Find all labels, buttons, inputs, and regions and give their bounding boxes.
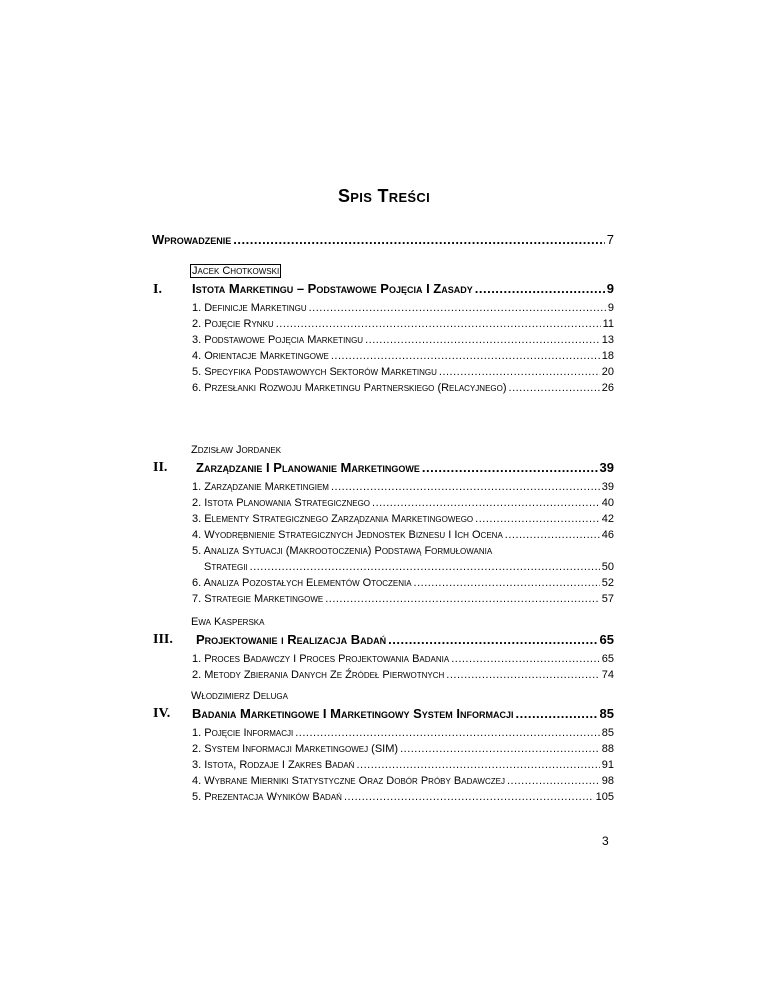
toc-section-page: 13 [601, 334, 614, 346]
toc-section[interactable] [192, 481, 614, 493]
toc-section-page: 85 [601, 727, 614, 739]
toc-section-label: 3. Elementy Strategicznego Zarządzania Marketingowego [192, 513, 474, 525]
toc-entry-label: Wprowadzenie [152, 232, 232, 247]
toc-section-label: 1. Zarządzanie Marketingiem [192, 481, 329, 493]
toc-section[interactable] [192, 759, 614, 771]
toc-entry-intro[interactable] [152, 232, 614, 247]
toc-chapter-3[interactable] [196, 632, 614, 647]
toc-section[interactable] [204, 561, 614, 573]
toc-section-label: 3. Podstawowe Pojęcia Marketingu [192, 334, 364, 346]
chapter-number: III. [153, 632, 173, 647]
chapter-title: Badania Marketingowe I Marketingowy System Informacji [192, 706, 514, 721]
leader-dots [344, 791, 594, 803]
chapter-number: IV. [153, 706, 171, 721]
leader-dots [309, 302, 606, 314]
toc-section-label: 1. Proces Badawczy I Proces Projektowania Badania [192, 653, 450, 665]
toc-section-page: 52 [601, 577, 614, 589]
toc-section-page: 88 [601, 743, 614, 755]
toc-section[interactable] [192, 743, 614, 755]
page-number: 3 [602, 834, 609, 848]
toc-section[interactable] [192, 497, 614, 509]
chapter-page: 65 [599, 632, 614, 647]
leader-dots [331, 350, 600, 362]
toc-section-label: 2. Pojęcie Rynku [192, 318, 274, 330]
toc-section-label: 1. Definicje Marketingu [192, 302, 307, 314]
leader-dots [372, 497, 600, 509]
toc-section-page: 26 [601, 382, 614, 394]
toc-section-page: 46 [601, 529, 614, 541]
leader-dots [422, 460, 598, 475]
toc-section[interactable] [192, 727, 614, 739]
toc-chapter-1[interactable] [192, 281, 614, 296]
leader-dots [475, 281, 605, 296]
toc-section-label: 4. Wybrane Mierniki Statystyczne Oraz Dobór Próby Badawczej [192, 775, 505, 787]
toc-section-page: 40 [601, 497, 614, 509]
leader-dots [509, 382, 600, 394]
chapter-number: II. [153, 460, 168, 475]
toc-section-page: 39 [601, 481, 614, 493]
chapter-number: I. [153, 282, 162, 297]
toc-entry-page: 7 [606, 232, 614, 247]
toc-section[interactable] [192, 302, 614, 314]
toc-section-label: 1. Pojęcie Informacji [192, 727, 294, 739]
toc-section[interactable] [192, 382, 614, 394]
toc-section-page: 9 [607, 302, 614, 314]
toc-chapter-2[interactable] [196, 460, 614, 475]
toc-section-label: 5. Prezentacja Wyników Badań [192, 791, 342, 803]
toc-section-label: 6. Analiza Pozostałych Elementów Otoczenia [192, 577, 412, 589]
toc-section[interactable] [192, 350, 614, 362]
leader-dots [414, 577, 600, 589]
toc-section[interactable] [192, 318, 614, 330]
chapter-author: Ewa Kasperska [191, 616, 265, 628]
leader-dots [276, 318, 601, 330]
leader-dots [516, 706, 598, 721]
leader-dots [365, 334, 600, 346]
toc-section-page: 50 [601, 561, 614, 573]
chapter-author: Włodzimierz Deluga [191, 690, 288, 702]
toc-section[interactable] [192, 577, 614, 589]
leader-dots [475, 513, 600, 525]
toc-section-page: 18 [601, 350, 614, 362]
toc-section-label: 7. Strategie Marketingowe [192, 593, 324, 605]
toc-section-label: 2. System Informacji Marketingowej (SIM) [192, 743, 399, 755]
toc-section-page: 57 [601, 593, 614, 605]
page-title: Spis Treści [338, 186, 430, 206]
leader-dots [295, 727, 600, 739]
leader-dots [451, 653, 600, 665]
leader-dots [446, 669, 599, 681]
leader-dots [250, 561, 600, 573]
toc-section-label: 2. Istota Planowania Strategicznego [192, 497, 371, 509]
toc-section[interactable] [192, 513, 614, 525]
toc-section[interactable] [192, 653, 614, 665]
toc-section[interactable] [192, 791, 614, 803]
toc-section-page: 98 [601, 775, 614, 787]
chapter-author: Jacek Chotkowski [192, 265, 280, 277]
toc-section[interactable] [192, 366, 614, 378]
toc-section-page: 20 [601, 366, 614, 378]
toc-section[interactable] [192, 334, 614, 346]
toc-chapter-4[interactable] [192, 706, 614, 721]
toc-section-label: 2. Metody Zbierania Danych Ze Źródeł Pierwotnych [192, 669, 445, 681]
leader-dots [356, 759, 599, 771]
toc-section-label: 3. Istota, Rodzaje I Zakres Badań [192, 759, 355, 771]
chapter-page: 39 [599, 460, 614, 475]
toc-section-page: 11 [602, 318, 614, 330]
leader-dots [400, 743, 600, 755]
chapter-page: 85 [599, 706, 614, 721]
toc-section[interactable] [192, 669, 614, 681]
chapter-page: 9 [606, 281, 614, 296]
leader-dots [388, 632, 597, 647]
toc-section[interactable] [192, 593, 614, 605]
toc-section-page: 74 [601, 669, 614, 681]
chapter-author: Zdzisław Jordanek [191, 444, 282, 456]
leader-dots [331, 481, 600, 493]
toc-section-label[interactable]: 5. Analiza Sytuacji (Makrootoczenia) Podstawą Formułowania [192, 545, 493, 557]
toc-section-label: 4. Orientacje Marketingowe [192, 350, 329, 362]
toc-section-label: 4. Wyodrębnienie Strategicznych Jednostek Biznesu I Ich Ocena [192, 529, 503, 541]
toc-section-page: 65 [601, 653, 614, 665]
toc-section[interactable] [192, 529, 614, 541]
chapter-title: Istota Marketingu – Podstawowe Pojęcia I Zasady [192, 281, 473, 296]
toc-section-label-cont: Strategii [204, 561, 248, 573]
toc-section-page: 91 [601, 759, 614, 771]
chapter-title: Zarządzanie I Planowanie Marketingowe [196, 460, 420, 475]
leader-dots [507, 775, 600, 787]
toc-section-label: 6. Przesłanki Rozwoju Marketingu Partnerskiego (Relacyjnego) [192, 382, 507, 394]
leader-dots [325, 593, 600, 605]
chapter-title: Projektowanie i Realizacja Badań [196, 632, 387, 647]
leader-dots [439, 366, 600, 378]
toc-section-page: 42 [601, 513, 614, 525]
toc-section-page: 105 [595, 791, 614, 803]
toc-section-label: 5. Specyfika Podstawowych Sektorów Marketingu [192, 366, 437, 378]
leader-dots [233, 232, 604, 247]
toc-section[interactable] [192, 775, 614, 787]
leader-dots [505, 529, 600, 541]
